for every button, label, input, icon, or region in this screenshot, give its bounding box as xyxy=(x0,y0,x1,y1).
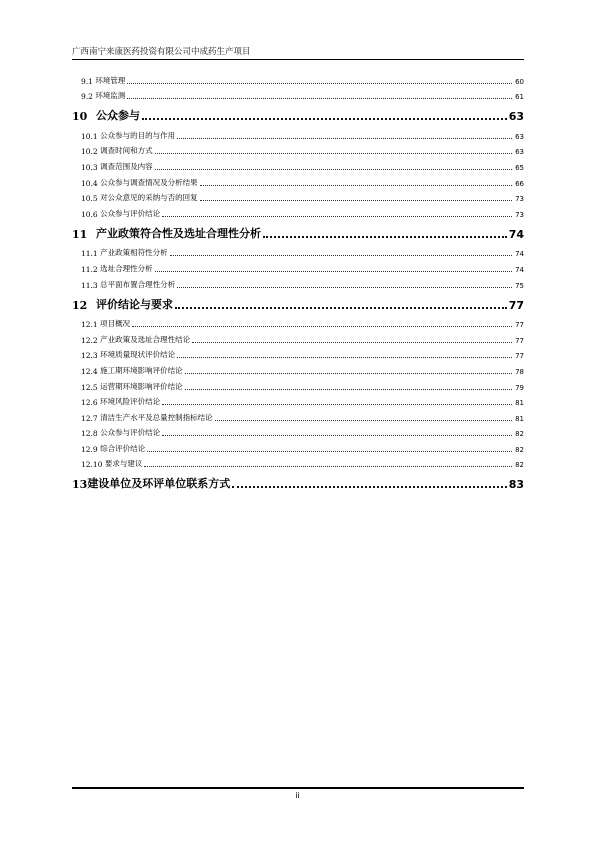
toc-section-entry[interactable] xyxy=(72,70,524,86)
dot-leader xyxy=(232,486,506,488)
dot-leader xyxy=(185,389,512,390)
toc-entry-page: 82 xyxy=(515,445,524,454)
toc-entry-title: 总平面布置合理性分析 xyxy=(100,279,176,289)
dot-leader xyxy=(155,169,512,170)
toc-entry-number: 12.6 xyxy=(81,398,101,408)
toc-section-entry[interactable] xyxy=(72,125,524,141)
toc-entry-number: 12.8 xyxy=(81,429,101,439)
toc-entry-page: 74 xyxy=(515,250,524,259)
toc-entry-title: 运营期环境影响评价结论 xyxy=(100,381,183,391)
toc-entry-page: 81 xyxy=(515,399,524,408)
toc-entry-title: 项目概况 xyxy=(100,319,131,329)
dot-leader xyxy=(162,435,512,436)
toc-entry-title: 评价结论与要求 xyxy=(96,297,173,311)
dot-leader xyxy=(132,326,512,327)
toc-section-entry[interactable] xyxy=(72,274,524,290)
toc-entry-page: 63 xyxy=(508,110,524,124)
toc-section-entry[interactable] xyxy=(72,203,524,219)
dot-leader xyxy=(192,342,512,343)
dot-leader xyxy=(200,185,512,186)
toc-entry-number: 12.5 xyxy=(81,382,101,392)
toc-entry-page: 74 xyxy=(508,227,524,241)
toc-entry-number: 12.10 xyxy=(81,460,105,470)
dot-leader xyxy=(170,255,512,256)
toc-entry-title: 环境管理 xyxy=(95,75,126,85)
dot-leader xyxy=(263,236,507,238)
toc-entry-title: 清洁生产水平及总量控制指标结论 xyxy=(100,412,213,422)
toc-entry-number: 9.1 xyxy=(81,76,96,86)
toc-entry-number: 10 xyxy=(72,110,88,124)
toc-entry-page: 77 xyxy=(515,352,524,361)
toc-entry-title: 产业政策及选址合理性结论 xyxy=(100,334,191,344)
toc-entry-number: 9.2 xyxy=(81,92,96,102)
toc-entry-page: 79 xyxy=(515,383,524,392)
toc-entry-page: 77 xyxy=(508,298,524,312)
toc-entry-page: 75 xyxy=(515,281,524,290)
dot-leader xyxy=(142,118,507,120)
toc-entry-title: 调查时间和方式 xyxy=(100,146,153,156)
toc-entry-page: 83 xyxy=(508,478,524,492)
toc-entry-number: 12 xyxy=(72,298,88,312)
toc-section-entry[interactable] xyxy=(72,243,524,259)
dot-leader xyxy=(177,138,512,139)
toc-section-entry[interactable] xyxy=(72,86,524,102)
toc-entry-page: 65 xyxy=(515,163,524,172)
toc-entry-number: 10.2 xyxy=(81,147,101,157)
toc-entry-title: 施工期环境影响评价结论 xyxy=(100,365,183,375)
toc-section-entry[interactable] xyxy=(72,188,524,204)
toc-section-entry[interactable] xyxy=(72,392,524,408)
toc-section-entry[interactable] xyxy=(72,156,524,172)
toc-entry-page: 73 xyxy=(515,210,524,219)
toc-entry-number: 11 xyxy=(72,227,88,241)
toc-entry-page: 63 xyxy=(515,132,524,141)
toc-entry-title: 公众参与评价结论 xyxy=(100,208,161,218)
toc-entry-page: 82 xyxy=(515,461,524,470)
toc-entry-page: 63 xyxy=(515,148,524,157)
toc-chapter-entry[interactable] xyxy=(72,221,524,241)
toc-entry-number: 13 xyxy=(72,478,88,492)
toc-entry-title: 公众参与调查情况及分析结果 xyxy=(100,177,198,187)
toc-entry-number: 12.3 xyxy=(81,351,101,361)
toc-entry-number: 10.1 xyxy=(81,131,101,141)
toc-section-entry[interactable] xyxy=(72,258,524,274)
dot-leader xyxy=(185,373,512,374)
toc-entry-number: 11.1 xyxy=(81,249,101,259)
dot-leader xyxy=(162,404,512,405)
toc-entry-page: 74 xyxy=(515,265,524,274)
toc-entry-number: 11.3 xyxy=(81,280,101,290)
toc-entry-title: 环境监测 xyxy=(95,91,126,101)
dot-leader xyxy=(215,420,512,421)
dot-leader xyxy=(177,287,512,288)
toc-entry-number: 10.4 xyxy=(81,178,101,188)
toc-entry-number: 12.7 xyxy=(81,413,101,423)
toc-entry-number: 10.5 xyxy=(81,194,101,204)
toc-chapter-entry[interactable] xyxy=(72,471,524,491)
header-rule xyxy=(72,59,524,60)
toc-section-entry[interactable] xyxy=(72,438,524,454)
toc-chapter-entry[interactable] xyxy=(72,292,524,312)
dot-leader xyxy=(144,466,512,467)
toc-section-entry[interactable] xyxy=(72,345,524,361)
toc-entry-title: 环境风险评价结论 xyxy=(100,397,161,407)
toc-entry-number: 10.3 xyxy=(81,162,101,172)
toc-entry-page: 81 xyxy=(515,414,524,423)
footer-rule xyxy=(72,787,524,789)
toc-section-entry[interactable] xyxy=(72,141,524,157)
running-header: 广西南宁来康医药投资有限公司中成药生产项目 xyxy=(72,47,251,57)
toc-entry-title: 调查范围及内容 xyxy=(100,161,153,171)
table-of-contents xyxy=(72,70,524,493)
dot-leader xyxy=(127,83,512,84)
toc-entry-page: 60 xyxy=(515,77,524,86)
toc-entry-page: 82 xyxy=(515,430,524,439)
dot-leader xyxy=(155,271,512,272)
dot-leader xyxy=(155,153,512,154)
toc-entry-number: 11.2 xyxy=(81,264,101,274)
toc-section-entry[interactable] xyxy=(72,423,524,439)
toc-entry-title: 选址合理性分析 xyxy=(100,263,153,273)
toc-entry-title: 公众参与的目的与作用 xyxy=(100,130,176,140)
toc-entry-page: 77 xyxy=(515,336,524,345)
toc-section-entry[interactable] xyxy=(72,172,524,188)
toc-section-entry[interactable] xyxy=(72,329,524,345)
toc-entry-title: 环境质量现状评价结论 xyxy=(100,350,176,360)
toc-entry-title: 要求与建议 xyxy=(104,459,143,469)
toc-entry-page: 73 xyxy=(515,195,524,204)
toc-chapter-entry[interactable] xyxy=(72,103,524,123)
page-number: ii xyxy=(295,791,300,800)
dot-leader xyxy=(127,98,512,99)
toc-entry-title: 公众参与评价结论 xyxy=(100,428,161,438)
dot-leader xyxy=(177,357,512,358)
toc-entry-title: 产业政策相符性分析 xyxy=(100,248,168,258)
toc-section-entry[interactable] xyxy=(72,407,524,423)
dot-leader xyxy=(162,216,512,217)
toc-entry-title: 建设单位及环评单位联系方式 xyxy=(87,477,231,491)
toc-entry-title: 对公众意见的采纳与否的回复 xyxy=(100,193,198,203)
toc-entry-page: 66 xyxy=(515,179,524,188)
toc-section-entry[interactable] xyxy=(72,314,524,330)
dot-leader xyxy=(200,200,512,201)
toc-entry-number: 12.9 xyxy=(81,444,101,454)
toc-entry-title: 综合评价结论 xyxy=(100,443,146,453)
dot-leader xyxy=(175,307,507,309)
toc-entry-title: 公众参与 xyxy=(96,109,140,123)
toc-entry-page: 61 xyxy=(515,93,524,102)
toc-entry-number: 12.2 xyxy=(81,335,101,345)
toc-entry-number: 12.1 xyxy=(81,320,101,330)
toc-entry-page: 77 xyxy=(515,321,524,330)
toc-entry-title: 产业政策符合性及选址合理性分析 xyxy=(96,226,261,240)
toc-entry-number: 12.4 xyxy=(81,366,101,376)
toc-section-entry[interactable] xyxy=(72,376,524,392)
toc-entry-page: 78 xyxy=(515,367,524,376)
toc-section-entry[interactable] xyxy=(72,360,524,376)
toc-section-entry[interactable] xyxy=(72,454,524,470)
dot-leader xyxy=(147,451,512,452)
toc-entry-number: 10.6 xyxy=(81,209,101,219)
